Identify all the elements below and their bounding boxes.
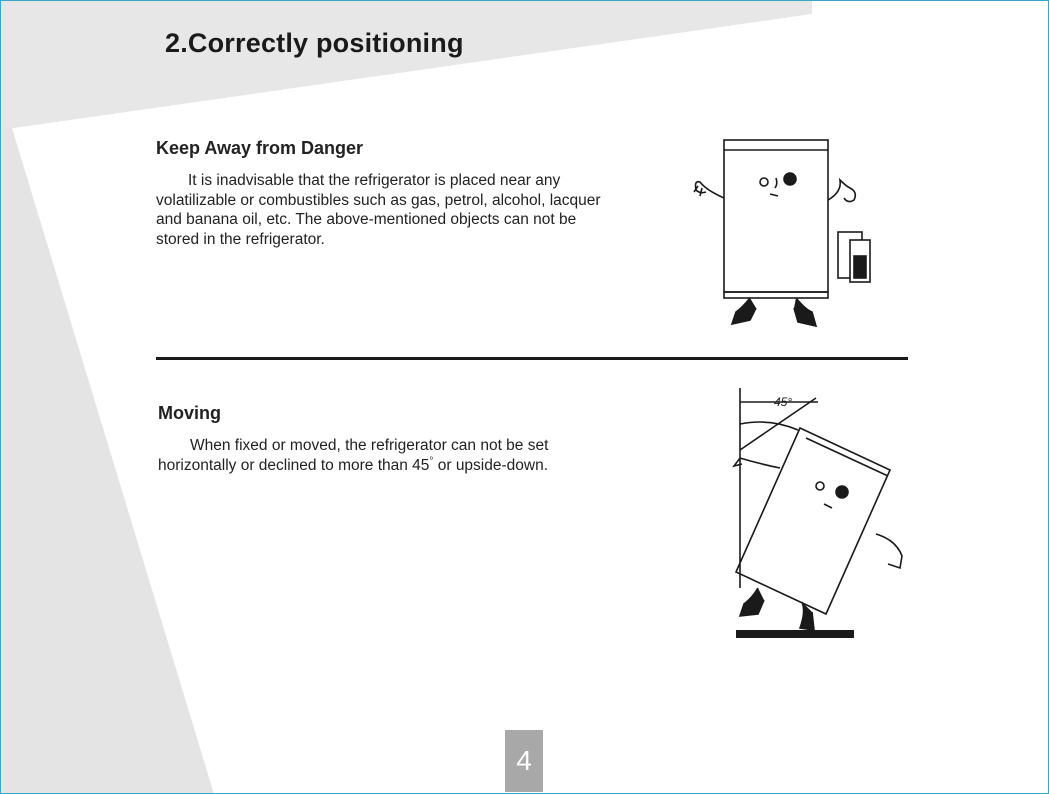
refrigerator-tilt-illustration xyxy=(730,388,920,644)
section-text-danger xyxy=(156,171,601,249)
refrigerator-danger-illustration xyxy=(686,136,886,336)
section-heading-danger: Keep Away from Danger xyxy=(156,138,364,158)
page-number: 4 xyxy=(505,730,543,792)
text-line: volatilizable or combustibles such as gas, petrol, alcohol, lacquer xyxy=(156,191,601,209)
section-divider xyxy=(156,357,908,360)
section-text-moving xyxy=(158,436,548,475)
angle-label: 45° xyxy=(774,395,793,409)
text-line: stored in the refrigerator. xyxy=(156,230,325,248)
text-line: When fixed or moved, the refrigerator can not be set xyxy=(190,437,549,454)
text-line: or upside-down. xyxy=(433,456,549,474)
text-line: It is inadvisable that the refrigerator is placed near any xyxy=(188,172,561,189)
degree-symbol: ° xyxy=(429,455,434,467)
section-heading-moving: Moving xyxy=(158,403,221,423)
text-line: and banana oil, etc. The above-mentioned objects can not be xyxy=(156,211,577,228)
page-title: 2.Correctly positioning xyxy=(165,28,464,58)
text-line: horizontally or declined to more than 45 xyxy=(158,456,430,474)
header-band xyxy=(0,0,812,130)
